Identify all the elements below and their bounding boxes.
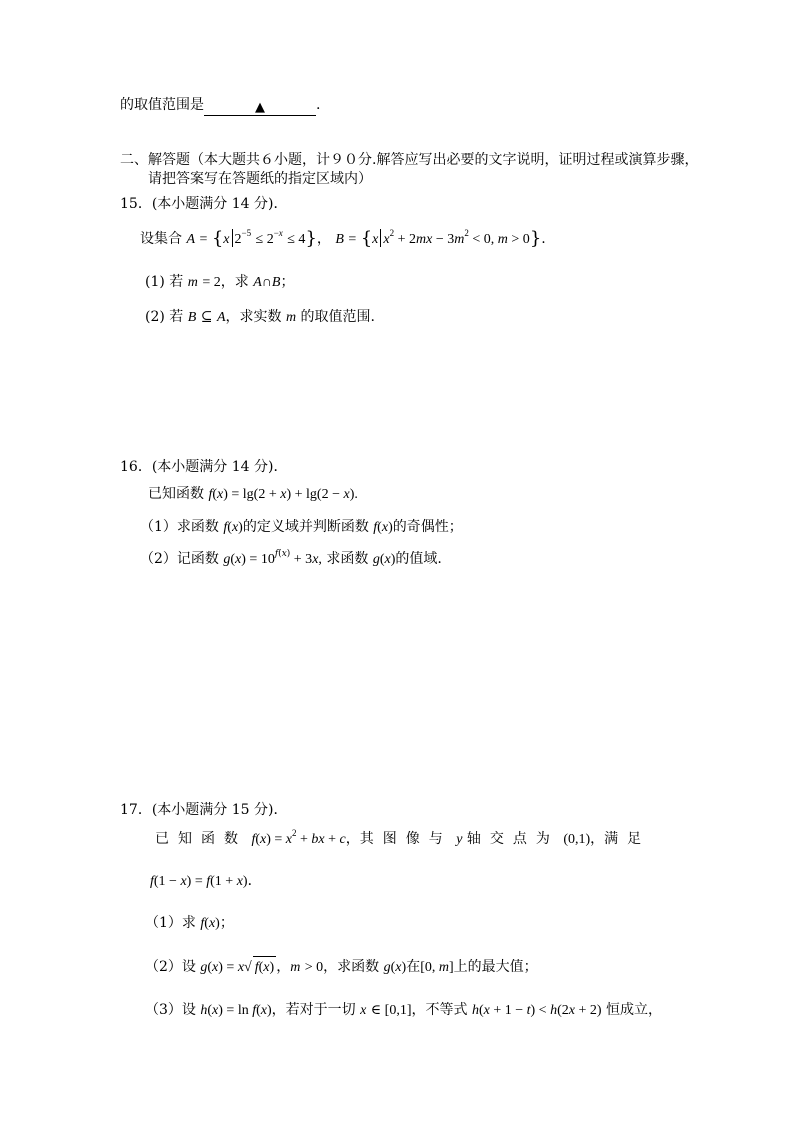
q16-part1-num: （1）: [140, 519, 177, 535]
q17-header: [120, 800, 287, 820]
q15-stem: [140, 229, 546, 250]
q16-part2-num: （2）: [140, 551, 177, 567]
section2-title: [120, 150, 698, 170]
q17-part2: （2）设 g(x) = x√ f(x) ，m > 0，求函数 g(x)在[0, m]上的最大值；: [145, 956, 538, 978]
q17-part1: （1）求 f(x)；: [145, 915, 234, 931]
q17-part1-num: （1）: [145, 915, 182, 931]
q17-part3-num: （3）: [145, 1002, 182, 1018]
q17-stem-line1: 已知函数 $f(x) = x^2$ + bx + c，其图像与 y 轴交点为 (0,1)，满足: [155, 828, 651, 847]
q15-header: [120, 194, 287, 214]
q17-part3: （3）设 h(x) = ln f(x)，若对于一切 x ∈ [0,1]，不等式 h(x + 1 − t) < h(2x + 2) 恒成立，: [145, 1002, 662, 1018]
q14-answer-end: .: [316, 97, 321, 113]
q14-answer-line: [120, 95, 320, 116]
q17-header-text: 17．(本小题满分 15 分)．: [120, 802, 288, 818]
q16-header: [120, 457, 287, 477]
q16-part2: （2）记函数 $g(x) = 10^{f(x)} + 3x$, 求函数 g(x)的值域.: [140, 549, 442, 567]
q15-part1-num: (1): [145, 274, 165, 290]
set-b-formula: B = {x $x^2 + 2mx - 3m^2 < 0$, m > 0}.: [335, 228, 546, 249]
section2-title-cont: [148, 169, 372, 189]
q16-part1: （1）求函数 f(x)的定义域并判断函数 f(x)的奇偶性；: [140, 519, 463, 535]
section2-title-text: 二、解答题（本大题共６小题，计９０分.解答应写出必要的文字说明，证明过程或演算步骤，: [120, 152, 699, 168]
q16-header-text: 16．(本小题满分 14 分)．: [120, 459, 288, 475]
q15-header-text: 15．(本小题满分 14 分)．: [120, 196, 288, 212]
answer-blank[interactable]: [204, 97, 316, 116]
q14-answer-prefix: 的取值范围是: [120, 97, 204, 113]
q15-part1: (1) 若 m = 2，求 A∩B；: [145, 274, 295, 290]
section2-title-cont-text: 请把答案写在答题纸的指定区域内）: [148, 171, 372, 187]
q16-stem: 已知函数 f(x) = lg(2 + x) + lg(2 − x).: [148, 486, 358, 502]
q15-part2-num: (2): [145, 309, 165, 325]
q15-stem-prefix: 设集合: [140, 231, 182, 247]
set-a-formula: A = {x $2^{-5} \le 2^{-x} \le 4$}，: [186, 228, 336, 249]
q15-part2: (2) 若 B ⊆ A，求实数 m 的取值范围.: [145, 309, 375, 325]
q17-stem-line2: f(1 − x) = f(1 + x)．: [150, 873, 262, 889]
triangle-marker-icon: ▲: [255, 100, 265, 115]
q17-part2-num: （2）: [145, 959, 182, 975]
